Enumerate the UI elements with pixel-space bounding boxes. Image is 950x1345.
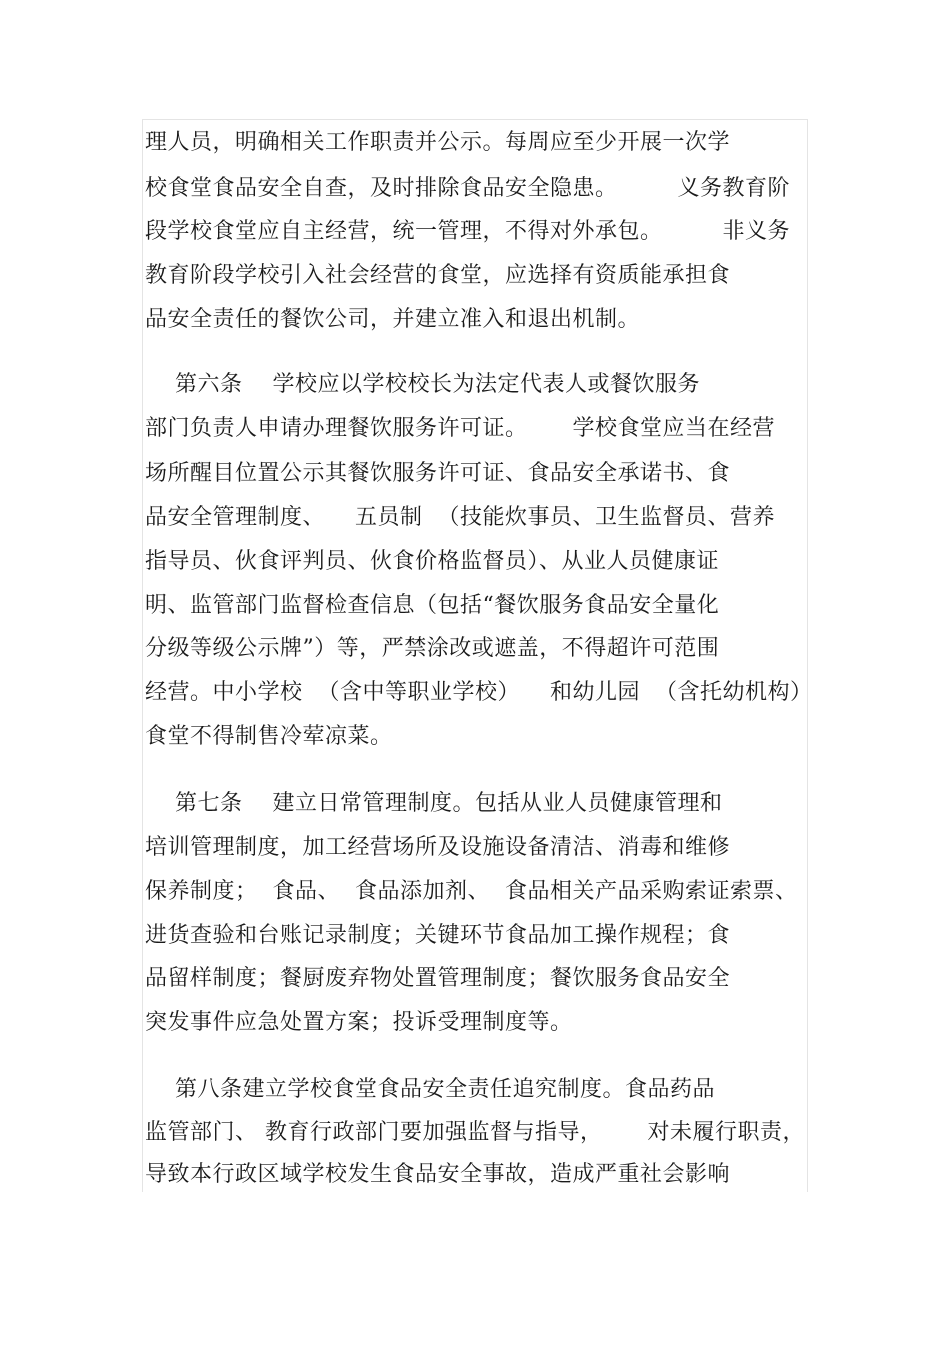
text-line: 品留样制度；餐厨废弃物处置管理制度；餐饮服务食品安全 xyxy=(145,966,731,991)
article-7-heading-line: 第七条 建立日常管理制度。包括从业人员健康管理和 xyxy=(145,791,723,816)
text-line: 部门负责人申请办理餐饮服务许可证。 学校食堂应当在经营 xyxy=(145,416,775,441)
text-line: 校食堂食品安全自查，及时排除食品安全隐患。 义务教育阶 xyxy=(145,176,790,201)
text-line: 导致本行政区域学校发生食品安全事故，造成严重社会影响 xyxy=(145,1162,731,1187)
text-line: 段学校食堂应自主经营，统一管理，不得对外承包。 非义务 xyxy=(145,219,790,244)
text-line: 保养制度； 食品、 食品添加剂、 食品相关产品采购索证索票、 xyxy=(145,879,798,904)
text-line: 监管部门、 教育行政部门要加强监督与指导， 对未履行职责， xyxy=(145,1120,805,1145)
article-6-heading-line: 第六条 学校应以学校校长为法定代表人或餐饮服务 xyxy=(145,372,700,397)
text-line: 品安全管理制度、 五员制 （技能炊事员、卫生监督员、营养 xyxy=(145,505,775,530)
text-line: 培训管理制度，加工经营场所及设施设备清洁、消毒和维修 xyxy=(145,835,731,860)
text-line: 教育阶段学校引入社会经营的食堂，应选择有资质能承担食 xyxy=(145,263,731,288)
text-line: 食堂不得制售冷荤凉菜。 xyxy=(145,724,393,749)
text-line: 经营。中小学校 （含中等职业学校） 和幼儿园 （含托幼机构） xyxy=(145,680,813,705)
article-8-heading-line: 第八条建立学校食堂食品安全责任追究制度。食品药品 xyxy=(145,1077,715,1102)
text-line: 品安全责任的餐饮公司，并建立准入和退出机制。 xyxy=(145,307,641,332)
text-line: 指导员、伙食评判员、伙食价格监督员）、从业人员健康证 xyxy=(145,549,720,574)
text-line: 理人员，明确相关工作职责并公示。每周应至少开展一次学 xyxy=(145,130,731,155)
text-line: 明、监管部门监督检查信息（包括“餐饮服务食品安全量化 xyxy=(145,593,720,618)
text-line: 场所醒目位置公示其餐饮服务许可证、食品安全承诺书、食 xyxy=(145,461,731,486)
text-line: 突发事件应急处置方案；投诉受理制度等。 xyxy=(145,1010,573,1035)
text-line: 分级等级公示牌”）等，严禁涂改或遮盖，不得超许可范围 xyxy=(145,636,720,661)
text-line: 进货查验和台账记录制度；关键环节食品加工操作规程；食 xyxy=(145,923,731,948)
